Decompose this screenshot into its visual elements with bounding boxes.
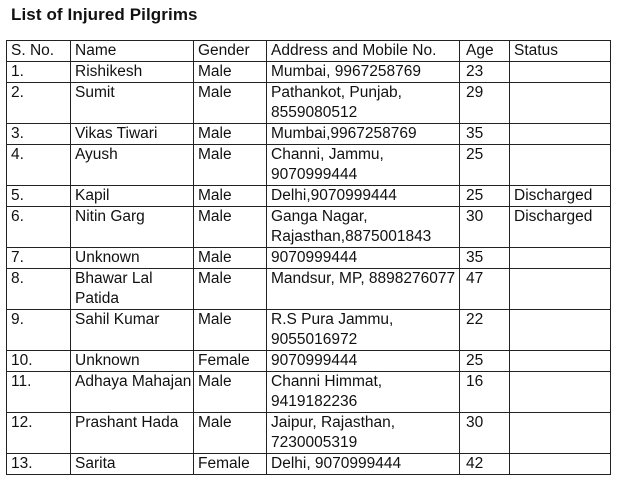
cell-gender: Male [194, 413, 267, 454]
header-gender: Gender [194, 41, 267, 62]
header-sno: S. No. [7, 41, 71, 62]
cell-sno: 8. [7, 269, 71, 310]
cell-sno: 3. [7, 124, 71, 145]
cell-status: Discharged [510, 207, 611, 248]
cell-gender: Male [194, 62, 267, 83]
cell-gender: Male [194, 372, 267, 413]
cell-name: Sarita [71, 454, 194, 475]
header-address: Address and Mobile No. [267, 41, 460, 62]
cell-age: 35 [460, 124, 510, 145]
cell-status [510, 83, 611, 124]
cell-address: 9070999444 [267, 351, 460, 372]
cell-address: Jaipur, Rajasthan, 7230005319 [267, 413, 460, 454]
cell-gender: Male [194, 124, 267, 145]
cell-age: 22 [460, 310, 510, 351]
cell-name: Ayush [71, 145, 194, 186]
table-row [7, 186, 611, 207]
cell-gender: Male [194, 207, 267, 248]
cell-address: 9070999444 [267, 248, 460, 269]
cell-sno: 5. [7, 186, 71, 207]
cell-sno: 2. [7, 83, 71, 124]
table-row [7, 145, 611, 186]
cell-age: 47 [460, 269, 510, 310]
cell-age: 23 [460, 62, 510, 83]
cell-gender: Male [194, 186, 267, 207]
cell-name: Unknown [71, 248, 194, 269]
cell-gender: Female [194, 454, 267, 475]
cell-age: 25 [460, 145, 510, 186]
table-row [7, 62, 611, 83]
cell-status [510, 269, 611, 310]
cell-status [510, 248, 611, 269]
cell-address: Mumbai, 9967258769 [267, 62, 460, 83]
cell-sno: 12. [7, 413, 71, 454]
cell-sno: 9. [7, 310, 71, 351]
cell-name: Prashant Hada [71, 413, 194, 454]
cell-name: Adhaya Mahajan [71, 372, 194, 413]
table-row [7, 413, 611, 454]
cell-sno: 6. [7, 207, 71, 248]
header-age: Age [460, 41, 510, 62]
cell-name: Unknown [71, 351, 194, 372]
header-status: Status [510, 41, 611, 62]
cell-sno: 7. [7, 248, 71, 269]
cell-address: Channi, Jammu, 9070999444 [267, 145, 460, 186]
table-header-row [7, 41, 611, 62]
cell-status [510, 124, 611, 145]
cell-age: 16 [460, 372, 510, 413]
table-row [7, 124, 611, 145]
cell-status [510, 413, 611, 454]
cell-status [510, 454, 611, 475]
cell-gender: Female [194, 351, 267, 372]
cell-gender: Male [194, 310, 267, 351]
cell-sno: 10. [7, 351, 71, 372]
cell-age: 30 [460, 207, 510, 248]
cell-name: Sahil Kumar [71, 310, 194, 351]
cell-address: R.S Pura Jammu, 9055016972 [267, 310, 460, 351]
cell-sno: 13. [7, 454, 71, 475]
cell-address: Mumbai,9967258769 [267, 124, 460, 145]
cell-address: Ganga Nagar, Rajasthan,8875001843 [267, 207, 460, 248]
cell-gender: Male [194, 83, 267, 124]
cell-sno: 11. [7, 372, 71, 413]
page-title: List of Injured Pilgrims [11, 5, 198, 24]
cell-address: Delhi, 9070999444 [267, 454, 460, 475]
table-row [7, 83, 611, 124]
cell-gender: Male [194, 269, 267, 310]
table-row [7, 207, 611, 248]
cell-address: Pathankot, Punjab, 8559080512 [267, 83, 460, 124]
table-row [7, 351, 611, 372]
cell-address: Mandsur, MP, 8898276077 [267, 269, 460, 310]
table-row [7, 248, 611, 269]
cell-address: Delhi,9070999444 [267, 186, 460, 207]
injured-pilgrims-table [6, 40, 611, 475]
cell-status [510, 62, 611, 83]
cell-age: 25 [460, 186, 510, 207]
table-row [7, 372, 611, 413]
header-name: Name [71, 41, 194, 62]
cell-age: 42 [460, 454, 510, 475]
cell-status [510, 351, 611, 372]
table-row [7, 310, 611, 351]
table-row [7, 269, 611, 310]
cell-name: Vikas Tiwari [71, 124, 194, 145]
cell-name: Bhawar Lal Patida [71, 269, 194, 310]
cell-status [510, 145, 611, 186]
cell-age: 30 [460, 413, 510, 454]
cell-gender: Male [194, 248, 267, 269]
cell-name: Rishikesh [71, 62, 194, 83]
cell-name: Kapil [71, 186, 194, 207]
cell-name: Sumit [71, 83, 194, 124]
cell-sno: 1. [7, 62, 71, 83]
cell-status: Discharged [510, 186, 611, 207]
cell-name: Nitin Garg [71, 207, 194, 248]
cell-gender: Male [194, 145, 267, 186]
cell-age: 25 [460, 351, 510, 372]
cell-age: 29 [460, 83, 510, 124]
cell-sno: 4. [7, 145, 71, 186]
cell-address: Channi Himmat, 9419182236 [267, 372, 460, 413]
cell-status [510, 310, 611, 351]
table-row [7, 454, 611, 475]
cell-age: 35 [460, 248, 510, 269]
cell-status [510, 372, 611, 413]
